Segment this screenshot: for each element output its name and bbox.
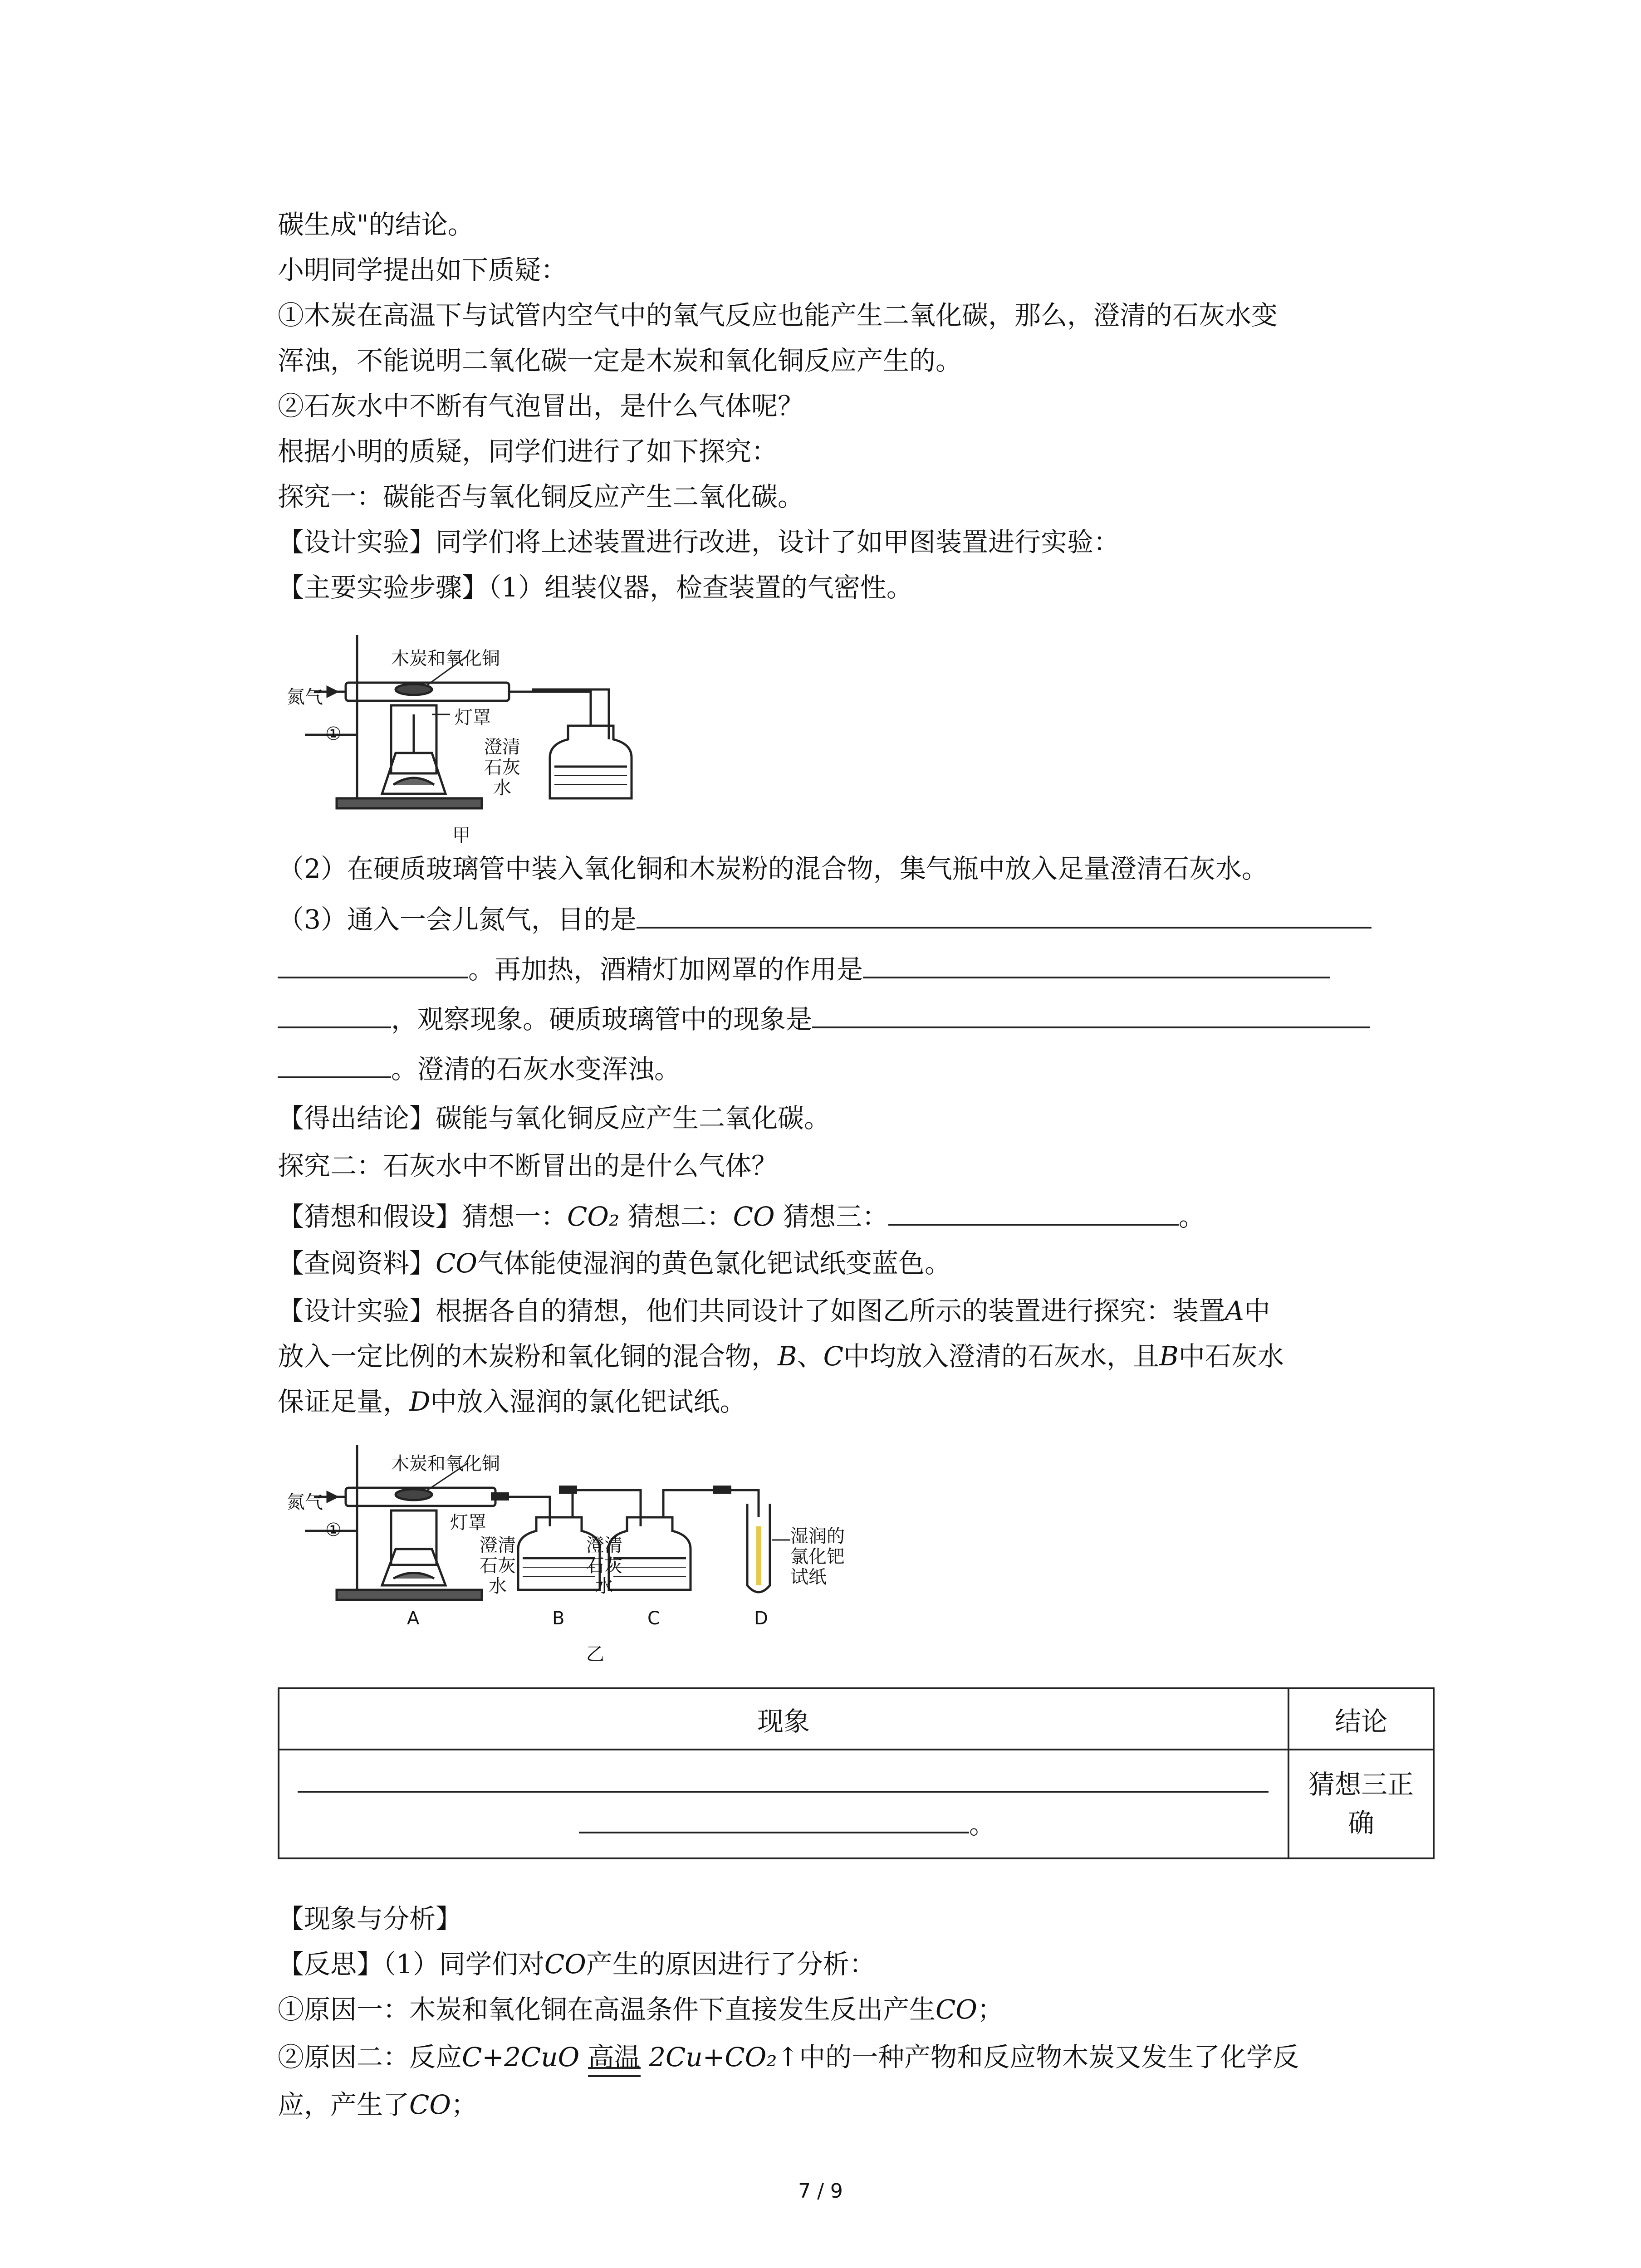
table-header-conclusion: 结论 [1288,1688,1434,1750]
table-cell-phenomenon: 。 [279,1750,1288,1858]
label-a: A [407,1608,420,1629]
answer-blank[interactable] [298,1765,1269,1793]
label-limewater: 水 [493,777,511,798]
label-limewater: 澄清 [586,1535,622,1556]
text-line: 碳生成"的结论。 [278,209,474,240]
label-limewater: 石灰 [484,757,520,778]
text-line: 【设计实验】根据各自的猜想，他们共同设计了如图乙所示的装置进行探究：装置A中 [278,1295,1270,1326]
page-number: 7 / 9 [798,2180,843,2203]
text-line: 【反思】（1）同学们对CO产生的原因进行了分析： [278,1949,876,1980]
text-line: 浑浊，不能说明二氧化碳一定是木炭和氧化铜反应产生的。 [278,345,962,376]
table-header-phenomenon: 现象 [279,1688,1288,1750]
figure-caption: 甲 [452,825,470,846]
label-limewater: 水 [489,1576,507,1597]
result-table [278,1687,1435,1859]
answer-blank[interactable] [863,950,1330,978]
text-line: ①木炭在高温下与试管内空气中的氧气反应也能产生二氧化碳，那么，澄清的石灰水变 [278,300,1278,331]
text-line: （3）通入一会儿氮气，目的是 [278,900,1372,938]
label-nitrogen: 氮气 [287,1492,323,1513]
label-charcoal-copper-oxide: 木炭和氧化铜 [391,1453,500,1474]
text-line: 【设计实验】同学们将上述装置进行改进，设计了如甲图装置进行实验： [278,527,1120,557]
label-palladium-paper: 湿润的 [790,1526,845,1547]
text-line: ②石灰水中不断有气泡冒出，是什么气体呢？ [278,391,804,421]
label-limewater: 澄清 [484,737,520,758]
text-line: 【现象与分析】 [278,1903,462,1934]
label-limewater: 澄清 [480,1535,516,1556]
text-line: ①原因一：木炭和氧化铜在高温条件下直接发生反出产生CO； [278,1994,1004,2025]
text-line: 【主要实验步骤】（1）组装仪器，检查装置的气密性。 [278,572,913,603]
label-circle-one: ① [325,1520,342,1540]
text-line: 。再加热，酒精灯加网罩的作用是 [278,950,1330,987]
answer-blank[interactable] [278,1050,391,1078]
text-line: 根据小明的质疑，同学们进行了如下探究： [278,436,778,467]
label-b: B [552,1608,565,1629]
label-lamp-shade: 灯罩 [455,707,491,728]
table-cell-conclusion: 猜想三正 确 [1288,1750,1434,1858]
label-limewater: 石灰 [480,1555,516,1576]
answer-blank[interactable] [812,1000,1370,1028]
text-line: 探究一：碳能否与氧化铜反应产生二氧化碳。 [278,481,804,512]
text-line: 【查阅资料】CO气体能使湿润的黄色氯化钯试纸变蓝色。 [278,1248,951,1279]
text-line: 保证足量，D中放入湿润的氯化钯试纸。 [278,1386,746,1417]
apparatus-figure-yi [278,1436,904,1665]
label-charcoal-copper-oxide: 木炭和氧化铜 [391,648,500,669]
label-circle-one: ① [325,723,342,744]
answer-blank[interactable] [637,900,1372,929]
text-line: 。澄清的石灰水变浑浊。 [278,1050,681,1087]
label-nitrogen: 氮气 [287,687,323,708]
label-limewater: 石灰 [586,1555,622,1576]
answer-blank[interactable] [579,1805,969,1833]
label-palladium-paper: 试纸 [790,1567,827,1588]
label-limewater: 水 [595,1576,613,1597]
text-line: （2）在硬质玻璃管中装入氧化铜和木炭粉的混合物，集气瓶中放入足量澄清石灰水。 [278,853,1268,884]
text-line: 应，产生了CO； [278,2089,477,2120]
label-d: D [754,1608,768,1629]
answer-blank[interactable] [888,1198,1179,1226]
reaction-condition: 高温 [588,2039,641,2075]
text-line: ，观察现象。硬质玻璃管中的现象是 [278,1000,1370,1037]
label-lamp-shade: 灯罩 [450,1512,486,1533]
text-line: 探究二：石灰水中不断冒出的是什么气体？ [278,1150,778,1181]
apparatus-figure-jia [278,621,686,848]
label-c: C [647,1608,660,1629]
text-line: 【得出结论】碳能与氧化铜反应产生二氧化碳。 [278,1103,831,1134]
label-palladium-paper: 氯化钯 [790,1546,845,1567]
text-line: 放入一定比例的木炭粉和氧化铜的混合物，B、C中均放入澄清的石灰水，且B中石灰水 [278,1341,1284,1372]
answer-blank[interactable] [278,950,468,978]
text-line: 【猜想和假设】猜想一：CO₂ 猜想二：CO 猜想三： 。 [278,1198,1205,1235]
text-line: ②原因二：反应C+2CuO 高温 2Cu+CO₂↑中的一种产物和反应物木炭又发生了化学反 [278,2039,1299,2075]
text-line: 小明同学提出如下质疑： [278,254,568,285]
answer-blank[interactable] [278,1000,391,1028]
figure-caption: 乙 [586,1644,604,1665]
